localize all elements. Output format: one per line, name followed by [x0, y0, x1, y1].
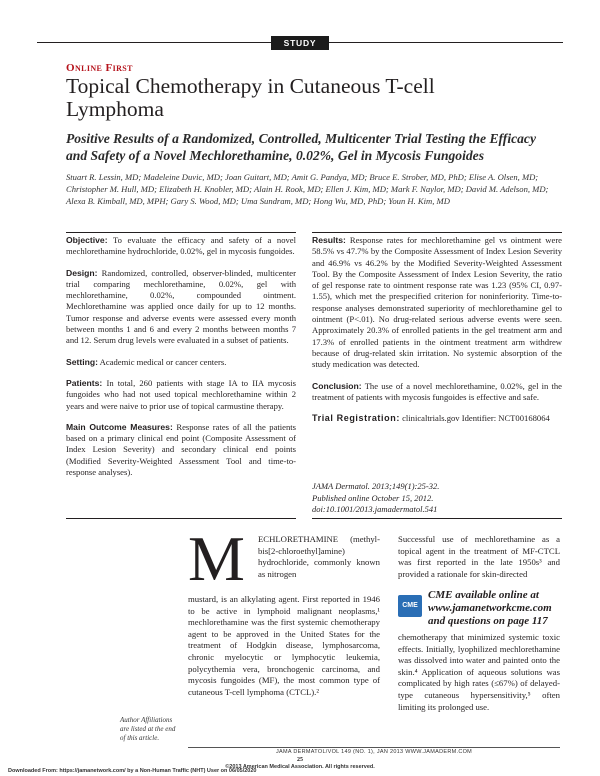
abstract-rule-left [66, 232, 296, 233]
setting-label: Setting: [66, 356, 98, 367]
footer-rule [188, 747, 560, 748]
abstract-design [66, 268, 296, 347]
results-text: Response rates for mechlorethamine gel vs ointment were 58.5% vs 47.7% by the Composite Assessment of Index Lesion Severity and 46.9% vs 46.2% by the Modified Severity-Weighted Assessment Tool. By the Composite Assessment of Index Lesion Severity, the ratio of gel response rate to ointment response rate was 1.23 (95% CI, 0.97-1.55), which met the prespecified criterion for noninferiority. Time-to-response analyses demonstrated superiority of mechlorethamine gel to ointment (P<.01). No drug-related serious adverse events were seen. Approximately 20.3% of enrolled patients in the gel treatment arm and 17.3% of enrolled patients in the ointment treatment arm withdrew because of drug-related skin irritation. No systemic absorption of the study medication was detected. [312, 235, 562, 370]
measures-text: Response rates of all the patients based on a primary clinical end point (Composite Assessment of Index Lesion Severity) and secondary clinical end points (Modified Severity-Weighted Assessment Tool and time-to-response analyses). [66, 421, 297, 478]
abstract-rule-right [312, 232, 562, 233]
abstract-left-column [66, 235, 296, 488]
abstract-bottom-rule-left [66, 518, 296, 519]
abstract-bottom-rule-right [312, 518, 562, 519]
abstract-results [312, 235, 562, 371]
page-number: 25 [297, 757, 303, 763]
setting-text: Academic medical or cancer centers. [99, 356, 227, 367]
conclusion-text: The use of a novel mechlorethamine, 0.02%, gel in the treatment of patients with mycosis fungoides is effective and safe. [312, 380, 562, 402]
author-affiliations-note: Author Affiliations are listed at the end of this article. [120, 716, 176, 742]
design-text: Randomized, controlled, observer-blinded, multicenter trial comparing mechlorethamine, 0.02%, gel with mechlorethamine, 0.02%, compounded ointment. Mechlorethamine was applied once daily for up to 12 months. Tumor response and adverse events were assessed every month between months 1 and 6 and every 2 months between months 7 and 12. Serum drug levels were evaluated in a subset of patients. [66, 267, 296, 346]
abstract-measures [66, 422, 296, 478]
abstract-conclusion [312, 381, 562, 404]
design-label: Design: [66, 267, 98, 278]
section-tag: STUDY [271, 36, 329, 50]
body-para-1-start: ECHLORETHAMINE (methyl-bis[2-chloroethyl]amine) hydrochloride, commonly known as nitrogen [258, 534, 380, 579]
trial-text[interactable]: clinicaltrials.gov Identifier: NCT00168064 [402, 413, 550, 424]
author-list: Stuart R. Lessin, MD; Madeleine Duvic, MD; Joan Guitart, MD; Amit G. Pandya, MD; Bruce E. Strober, MD, PhD; Elise A. Olsen, MD; Christopher M. Hull, MD; Elizabeth H. Knobler, MD; Alain H. Rook, MD; Ellen J. Kim, MD; Mark F. Naylor, MD; David M. Adelson, MD; Alexa B. Kimball, MD, MPH; Gary S. Wood, MD; Uma Sundram, MD; Hong Wu, MD, PhD; Youn H. Kim, MD [66, 172, 549, 206]
cme-callout[interactable] [398, 589, 562, 627]
citation-doi[interactable]: doi:10.1001/2013.jamadermatol.541 [312, 504, 438, 514]
download-notice: Downloaded From: https://jamanetwork.com/ by a Non-Human Traffic (NHT) User on 06/05/2020 [8, 768, 257, 774]
drop-cap: M [188, 523, 245, 594]
abstract-setting [66, 357, 296, 368]
abstract-objective [66, 235, 296, 258]
objective-label: Objective: [66, 235, 108, 245]
patients-text: In total, 260 patients with stage IA to IIA mycosis fungoides who had not used topical mechlorethamine within 2 years and were naive to prior use of topical carmustine therapy. [66, 377, 296, 411]
citation-block [312, 481, 562, 516]
body-para-2-rest: chemotherapy that minimized systemic toxic effects. Initially, lyophilized mechlorethamine was dissolved into water and painted onto the skin.⁴ Application of aqueous solutions was complicated by high rates (≤67%) of delayed-type cutaneous hypersensitivity,⁵ often limiting its prolonged use. [398, 632, 560, 712]
article-subtitle: Positive Results of a Randomized, Controlled, Multicenter Trial Testing the Efficacy and Safety of a Novel Mechlorethamine, 0.02%, Gel in Mycosis Fungoides [66, 131, 536, 163]
cme-text[interactable]: CME available online at www.jamanetworkcme.com and questions on page 117 [428, 589, 552, 627]
patients-label: Patients: [66, 377, 103, 388]
article-title: Topical Chemotherapy in Cutaneous T-cell Lymphoma [66, 74, 435, 121]
abstract-patients [66, 378, 296, 412]
abstract-trial [312, 413, 562, 424]
cme-icon: CME [398, 595, 422, 617]
footer-journal-line: JAMA DERMATOL/VOL 149 (NO. 1), JAN 2013 WWW.JAMADERM.COM [275, 749, 473, 755]
conclusion-label: Conclusion: [312, 380, 362, 391]
online-first-label: Online First [66, 62, 133, 74]
measures-label: Main Outcome Measures: [66, 421, 173, 432]
objective-text: To evaluate the efficacy and safety of a novel mechlorethamine hydrochloride, 0.02%, gel in mycosis fungoides. [66, 235, 296, 257]
body-para-2-start: Successful use of mechlorethamine as a topical agent in the treatment of MF-CTCL was first reported in the late 1950s³ and provided a rationale for skin-directed [398, 534, 560, 579]
trial-label: Trial Registration: [312, 413, 400, 424]
results-label: Results: [312, 235, 346, 245]
citation-published: Published online October 15, 2012. [312, 492, 434, 503]
citation-journal: JAMA Dermatol. 2013;149(1):25-32. [312, 481, 440, 491]
copyright-line: ©2013 American Medical Association. All rights reserved. [225, 764, 375, 770]
abstract-right-column [312, 235, 562, 434]
body-para-1-rest: mustard, is an alkylating agent. First reported in 1946 to be active in lymphoid malignant neoplasms,¹ mechlorethamine was the first systemic chemotherapy agent to be approved in the United States for the treatment of Hodgkin disease, lymphosarcoma, chronic myelocytic or lymphocytic leukemia, polycythemia vera, bronchogenic carcinoma, and mycosis fungoides (MF), the most common type of cutaneous T-cell lymphoma (CTCL).² [188, 594, 380, 697]
